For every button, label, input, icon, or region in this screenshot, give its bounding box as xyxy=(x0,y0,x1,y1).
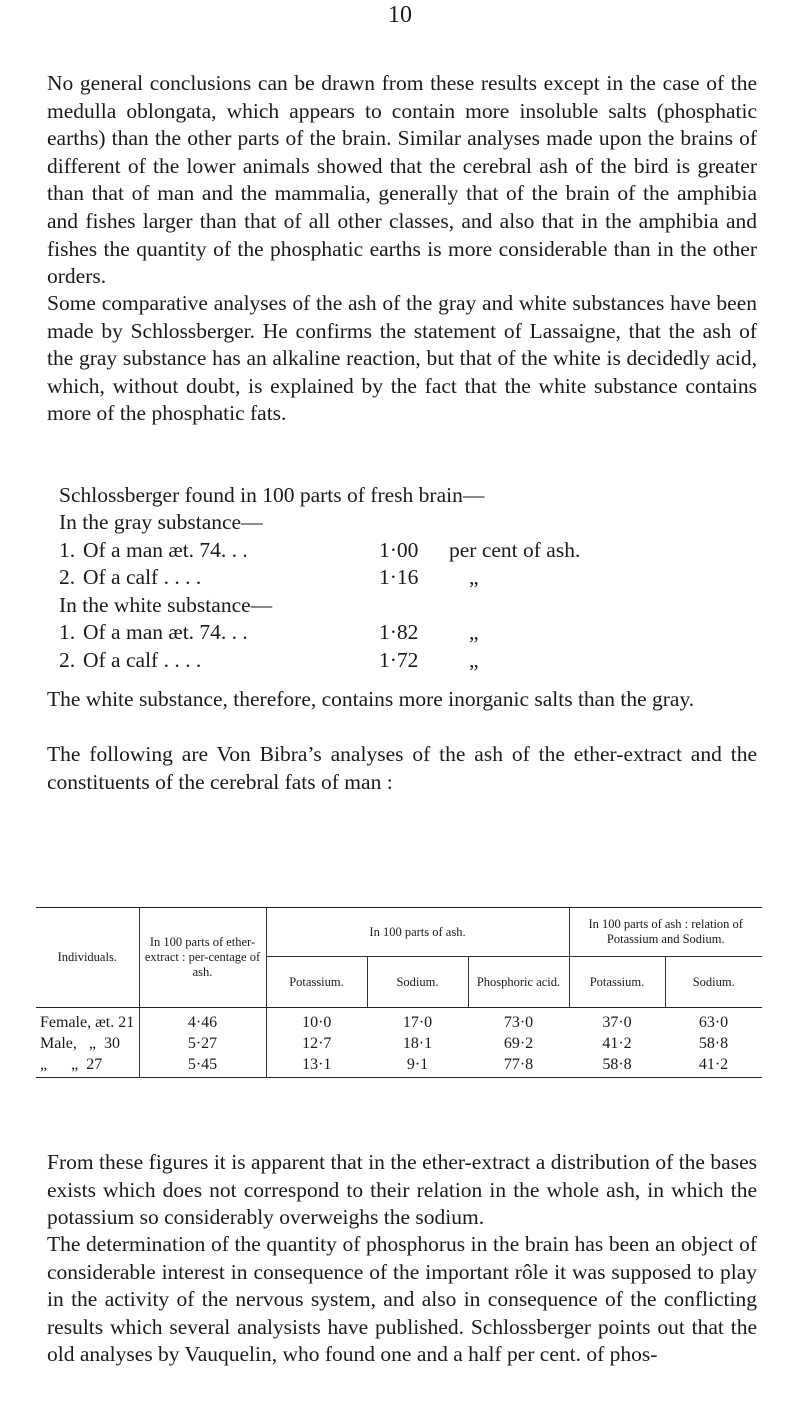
cell-potassium: 13·1 xyxy=(266,1054,367,1078)
col-ether-extract: In 100 parts of ether-extract : per-centage of ash. xyxy=(139,908,266,1008)
page-number: 10 xyxy=(388,2,412,28)
cell-potassium-relation: 41·2 xyxy=(602,1035,632,1052)
item-value: 1·00 xyxy=(379,537,419,562)
item-description: Of a calf . . . . xyxy=(83,647,202,672)
item-value: 1·16 xyxy=(379,565,419,589)
cell-phosphoric: 69·2 xyxy=(503,1035,534,1052)
item-unit: per cent of ash. xyxy=(449,537,581,562)
cell-potassium: 12·7 xyxy=(302,1035,332,1052)
col-group-ash: In 100 parts of ash. xyxy=(266,908,569,957)
cell-phosphoric: 77·8 xyxy=(468,1054,569,1078)
cell-ether: 5·45 xyxy=(139,1054,266,1078)
col-group-relation: In 100 parts of ash : relation of Potassium and Sodium. xyxy=(569,908,762,957)
cell-ether: 5·27 xyxy=(139,1033,266,1054)
col-individuals: Individuals. xyxy=(36,908,139,1008)
item-value: 1·82 xyxy=(379,620,419,644)
table-row xyxy=(36,1054,762,1078)
paragraph-white-more-salts: The white substance, therefore, contains more inorganic salts than the gray. xyxy=(47,687,695,711)
brain-ash-list xyxy=(59,509,581,674)
list-item xyxy=(59,537,581,565)
cell-potassium-relation: 37·0 xyxy=(602,1014,632,1031)
col-phosphoric-acid: Phosphoric acid. xyxy=(468,957,569,1008)
table-row xyxy=(36,1033,762,1054)
cell-ether: 4·46 xyxy=(139,1008,266,1034)
item-number: 1. xyxy=(59,620,76,644)
cell-sodium: 9·1 xyxy=(367,1054,468,1078)
item-number: 2. xyxy=(59,565,76,589)
von-bibra-ash-table xyxy=(36,907,762,1078)
item-value: 1·72 xyxy=(379,647,419,672)
item-number: 2. xyxy=(59,647,76,672)
cell-sodium-relation: 63·0 xyxy=(698,1014,729,1031)
col-potassium-relation: Potassium. xyxy=(569,957,665,1008)
list-item xyxy=(59,619,479,647)
item-description: Of a calf . . . . xyxy=(83,565,202,589)
cell-sodium: 17·0 xyxy=(402,1014,433,1031)
paragraph-medulla-conclusions: No general conclusions can be drawn from these results except in the case of the medulla oblongata, which appears to contain more insoluble salts (phosphatic earths) than the other parts of the brain. Similar analyses made upon the brains of different of the lower animals showed that the cerebral ash of the bird is greater than that of man and the mammalia, generally that of the brain of the amphibia and fishes larger than that of all other classes, and also that in the amphibia and fishes the quantity of the phosphatic earths is more considerable than in the other orders. xyxy=(47,71,757,289)
table-row xyxy=(36,1008,762,1034)
cell-sodium-relation: 41·2 xyxy=(665,1054,762,1078)
schlossberger-intro: Schlossberger found in 100 parts of fresh brain— xyxy=(59,483,485,507)
list-item xyxy=(59,647,479,675)
cell-potassium: 10·0 xyxy=(302,1014,332,1031)
cell-potassium-relation: 58·8 xyxy=(569,1054,665,1078)
item-description: Of a man æt. 74. . . xyxy=(83,620,248,644)
gray-substance-heading: In the gray substance— xyxy=(59,510,263,534)
col-sodium-relation: Sodium. xyxy=(665,957,762,1008)
col-sodium: Sodium. xyxy=(367,957,468,1008)
cell-individual: „ „ 27 xyxy=(36,1054,139,1078)
cell-individual: Female, æt. 21 xyxy=(36,1008,139,1034)
cell-sodium: 18·1 xyxy=(402,1035,433,1052)
paragraph-gray-white-ash: Some comparative analyses of the ash of the gray and white substances have been made by Schlossberger. He confirms the statement of Lassaigne, that the ash of the gray substance has an alkaline reaction, but that of the white is decidedly acid, which, without doubt, is explained by the fact that the white substance contains more of the phosphatic fats. xyxy=(47,291,757,426)
item-description: Of a man æt. 74. . . xyxy=(83,537,248,562)
item-number: 1. xyxy=(59,537,76,562)
item-unit: „ xyxy=(469,647,479,672)
paragraph-phosphorus: The determination of the quantity of phosphorus in the brain has been an object of considerable interest in consequence of the important rôle it was supposed to play in the activity of the nervous system, and also in consequence of the conflicting results which several analysists have published. Schlossberger points out that the old analyses by Vauquelin, who found one and a half per cent. of phos- xyxy=(47,1232,757,1367)
cell-individual: Male, „ 30 xyxy=(36,1033,139,1054)
white-substance-heading: In the white substance— xyxy=(59,592,273,617)
paragraph-ether-extract-bases: From these figures it is apparent that in the ether-extract a distribution of the bases exists which does not correspond to their relation in the whole ash, in which the potassium so considerably overweighs the sodium. xyxy=(47,1150,757,1230)
paragraph-von-bibra-intro: The following are Von Bibra’s analyses of the ash of the ether-extract and the constituents of the cerebral fats of man : xyxy=(47,742,757,794)
item-unit: „ xyxy=(469,620,479,644)
cell-phosphoric: 73·0 xyxy=(503,1014,534,1031)
cell-sodium-relation: 58·8 xyxy=(698,1035,729,1052)
item-unit: „ xyxy=(469,565,479,589)
list-item xyxy=(59,564,479,592)
col-potassium: Potassium. xyxy=(266,957,367,1008)
